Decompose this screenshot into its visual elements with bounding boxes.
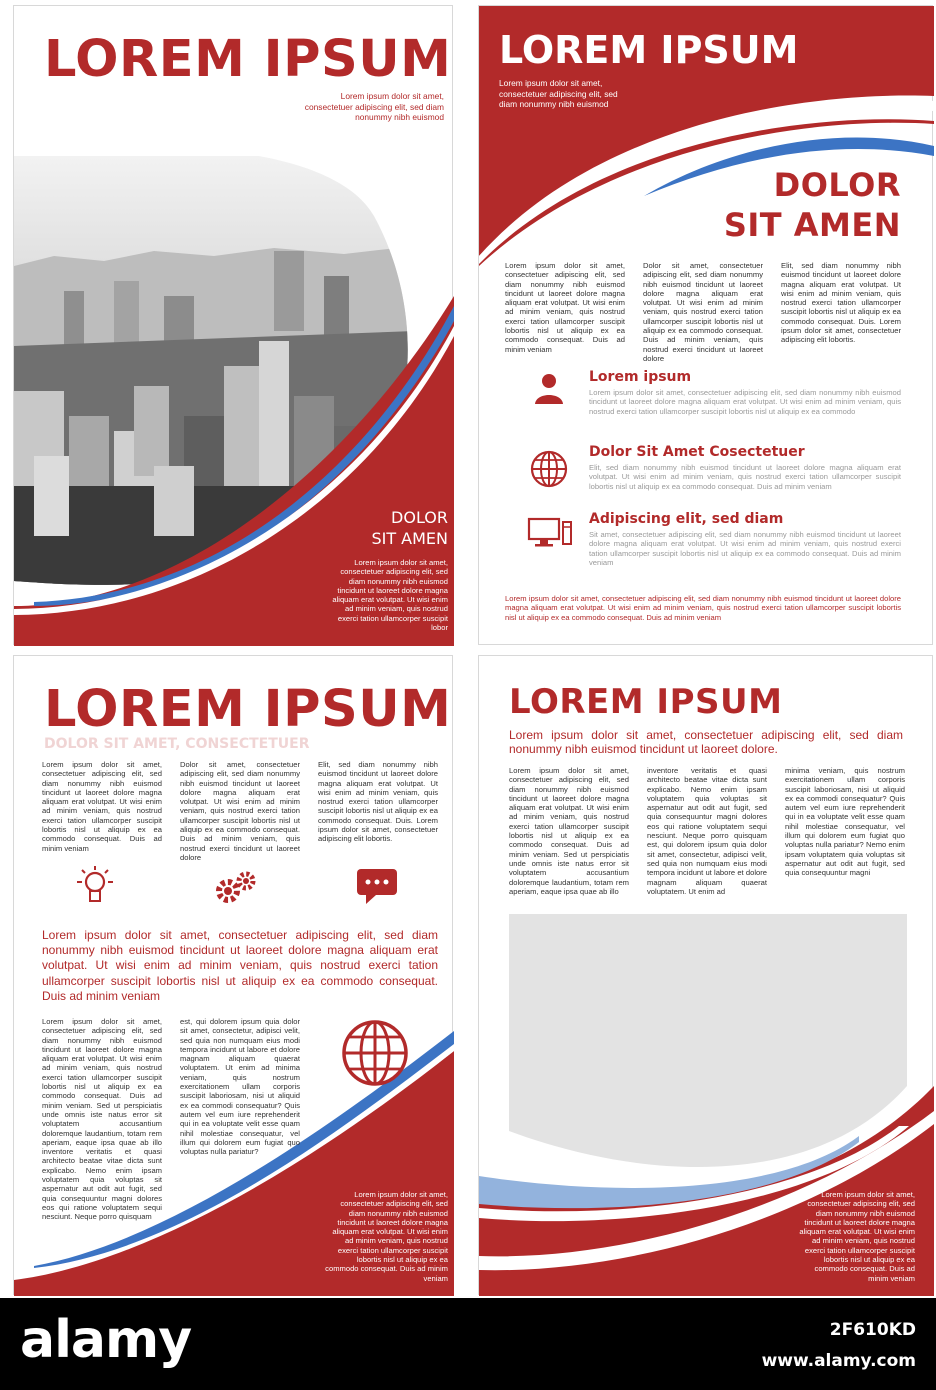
footer-text: Lorem ipsum dolor sit amet, consectetuer adipiscing elit, sed diam nonummy nibh euismod tincidunt ut laoreet dolore magna aliquam erat volutpat. Ut wisi enim ad minim veniam, quis nostrud exerci tation ullamcorper suscipit lobortis nisl ut aliquip ex ea commodo consequat. Duis ad minim veniam (505, 594, 901, 622)
text-column-3: Elit, sed diam nonummy nibh euismod tincidunt ut laoreet dolore magna aliquam erat volutpat. Ut wisi enim ad minim veniam, quis nostrud exerci tation ullamcorper suscipit lobortis nisl ut aliquip ex ea commodo consequat. Duis. Lorem ipsum dolor sit amet, consectetuer adipiscing elit lobortis. (318, 760, 438, 844)
page-title: LOREM IPSUM (44, 680, 452, 739)
brochure-page-2 (478, 5, 933, 645)
monitor-icon (527, 516, 573, 550)
intro-text: Lorem ipsum dolor sit amet, consectetuer adipiscing elit, sed diam nonummy nibh euismod (499, 78, 618, 109)
feature-text-2: Elit, sed diam nonummy nibh euismod tincidunt ut laoreet dolore magna aliquam erat volutpat. Ut wisi enim ad minim veniam, quis nostrud exerci tation ullamcorper suscipit lobortis nisl ut aliquip ex ea commodo consequat. Duis ad minim veniam (589, 463, 901, 491)
footer-text: Lorem ipsum dolor sit amet, consectetuer adipiscing elit, sed diam nonummy nibh euismod tincidunt ut laoreet dolore magna aliquam erat volutpat. Ut wisi enim ad minim veniam, quis nostrud exerci tation ullamcorper suscipit lobortis nisl ut aliquip ex ea commodo consequat. Duis ad minim veniam (325, 1190, 448, 1283)
text-column-3: Elit, sed diam nonummy nibh euismod tincidunt ut laoreet dolore magna aliquam erat volutpat. Ut wisi enim ad minim veniam, quis nostrud exerci tation ullamcorper suscipit lobortis nisl ut aliquip ex ea commodo consequat. Duis. Lorem ipsum dolor sit amet, consectetuer adipiscing elit lobortis. (781, 261, 901, 345)
brochure-page-4 (478, 655, 933, 1295)
lower-text-column-1: Lorem ipsum dolor sit amet, consectetuer adipiscing elit, sed diam nonummy nibh euismod tincidunt ut laoreet dolore magna aliquam erat volutpat. Ut wisi enim ad minim veniam, quis nostrud exerci tation ullamcorper suscipit lobortis nisl ut aliquip ex ea commodo consequat. Duis ad minim veniam. Sed ut perspiciatis unde omnis iste natus error sit voluptatem accusantium doloremque laudantium, totam rem aperiam, eaque ipsa quae ab illo inventore veritatis et quasi architecto beatae vitae dicta sunt explicabo. Nemo enim ipsam voluptatem quia voluptas sit aspernatur aut odit aut fugit, sed quia consequuntur magni dolores eos qui ratione voluptatem sequi nesciunt. Neque porro quisquam (42, 1017, 162, 1222)
text-column-3: minima veniam, quis nostrum exercitationem ullam corporis suscipit laboriosam, nisi ut aliquid ex ea commodi consequatur? Quis autem vel eum iure reprehenderit qui in ea voluptate velit esse quam nihil molestiae consequatur, vel illum qui dolorem eum fugiat quo voluptas nulla pariatur? Nemo enim ipsam voluptatem quia voluptas sit aspernatur aut odit aut fugit, sed quia consequuntur magni (785, 766, 905, 878)
feature-text-3: Sit amet, consectetuer adipiscing elit, sed diam nonummy nibh euismod tincidunt ut laoreet dolore magna aliquam erat volutpat. Ut wisi enim ad minim veniam, quis nostrud exerci tation ullamcorper suscipit lobortis nisl ut aliquip ex ea commodo consequat. Duis ad minim veniam (589, 530, 901, 567)
headline-line-2: SIT AMEN (723, 206, 901, 244)
person-icon (531, 370, 567, 406)
text-column-1: Lorem ipsum dolor sit amet, consectetuer adipiscing elit, sed diam nonummy nibh euismod tincidunt ut laoreet dolore magna aliquam erat volutpat. Ut wisi enim ad minim veniam, quis nostrud exerci tation ullamcorper suscipit lobortis nisl ut aliquip ex ea commodo consequat. Duis ad minim veniam. Sed ut perspiciatis unde omnis iste natus error sit voluptatem accusantium doloremque laudantium, totam rem aperiam, eaque ipsa quae ab illo (509, 766, 629, 896)
feature-title-2: Dolor Sit Amet Cosectetuer (589, 444, 805, 460)
page-title: LOREM IPSUM (44, 30, 452, 89)
text-column-2: Dolor sit amet, consectetuer adipiscing elit, sed diam nonummy nibh euismod tincidunt ut laoreet dolore magna aliquam erat volutpat. Ut wisi enim ad minim veniam, quis nostrud exerci tation ullamcorper suscipit lobortis nisl ut aliquip ex ea commodo consequat. Duis ad minim veniam, quis nostrud exerci tincidunt ut laoreet dolore (643, 261, 763, 363)
feature-title-3: Adipiscing elit, sed diam (589, 511, 784, 527)
intro-text: Lorem ipsum dolor sit amet, consectetuer adipiscing elit, sed diam nonummy nibh euismod tincidunt ut laoreet dolore. (509, 728, 903, 757)
alamy-logo: alamy (20, 1310, 192, 1370)
text-column-2: inventore veritatis et quasi architecto beatae vitae dicta sunt explicabo. Nemo enim ipsam voluptatem quia voluptas sit aspernatur aut odit aut fugit, sed quia consequuntur magni dolores eos qui ratione voluptatem sequi nesciunt. Neque porro quisquam est, qui dolorem ipsum quia dolor sit amet, consectetur, adipisci velit, sed quia non numquam eius modi tempora incidunt ut labore et dolore magnam aliquam quaerat voluptatem. Ut enim ad (647, 766, 767, 896)
globe-icon (340, 1018, 410, 1088)
watermark-footer (0, 1298, 936, 1390)
text-column-2: Dolor sit amet, consectetuer adipiscing elit, sed diam nonummy nibh euismod tincidunt ut laoreet dolore magna aliquam erat volutpat. Ut wisi enim ad minim veniam, quis nostrud exerci tation ullamcorper suscipit lobortis nisl ut aliquip ex ea commodo consequat. Duis ad minim veniam, quis nostrud exerci tincidunt ut laoreet dolore (180, 760, 300, 862)
quote-text: Lorem ipsum dolor sit amet, consectetuer adipiscing elit, sed diam nonummy nibh euismod tincidunt ut laoreet dolore magna aliquam erat volutpat. Ut wisi enim ad minim veniam, quis nostrud exerci tation ullamcorper suscipit lobortis nisl ut aliquip ex ea commodo consequat. Duis ad minim veniam (42, 928, 438, 1003)
brochure-page-3 (13, 655, 453, 1295)
brochure-page-1 (13, 5, 453, 645)
footer-text: Lorem ipsum dolor sit amet, consectetuer adipiscing elit, sed diam nonummy nibh euismod tincidunt ut laoreet dolore magna aliquam erat volutpat. Ut wisi enim ad minim veniam, quis nostrud exerci tation ullamcorper suscipit lobortis nisl ut aliquip ex ea commodo consequat. Duis ad minim veniam (799, 1190, 915, 1283)
headline-line-2: SIT AMEN (371, 529, 448, 548)
feature-text-1: Lorem ipsum dolor sit amet, consectetuer adipiscing elit, sed diam nonummy nibh euismod tincidunt ut laoreet dolore magna aliquam erat volutpat. Ut wisi enim ad minim veniam, quis nostrud exerci tation ullamcorper suscipit lobortis nisl ut aliquip ex ea commodo (589, 388, 901, 416)
image-id: 2F610KD (829, 1320, 916, 1340)
headline-line-1: DOLOR (773, 166, 901, 204)
text-column-1: Lorem ipsum dolor sit amet, consectetuer adipiscing elit, sed diam nonummy nibh euismod tincidunt ut laoreet dolore magna aliquam erat volutpat. Ut wisi enim ad minim veniam, quis nostrud exerci tation ullamcorper suscipit lobortis nisl ut aliquip ex ea commodo consequat. Duis ad minim veniam (505, 261, 625, 354)
globe-icon (529, 449, 569, 489)
site-url: www.alamy.com (761, 1351, 916, 1371)
headline-line-1: DOLOR (391, 508, 448, 527)
feature-title-1: Lorem ipsum (589, 369, 692, 385)
page-subtitle: DOLOR SIT AMET, CONSECTETUER (44, 736, 310, 752)
body-text: Lorem ipsum dolor sit amet, consectetuer adipiscing elit, sed diam nonummy nibh euismod tincidunt ut laoreet dolore magna aliquam erat volutpat. Ut wisi enim ad minim veniam, quis nostrud exerci tation ullamcorper suscipit lobor (332, 558, 448, 633)
red-wave-decoration (14, 6, 454, 646)
intro-text: Lorem ipsum dolor sit amet, consectetuer adipiscing elit, sed diam nonummy nibh euismod (304, 91, 444, 122)
page-title: LOREM IPSUM (509, 682, 783, 722)
text-column-1: Lorem ipsum dolor sit amet, consectetuer adipiscing elit, sed diam nonummy nibh euismod tincidunt ut laoreet dolore magna aliquam erat volutpat. Ut wisi enim ad minim veniam, quis nostrud exerci tation ullamcorper suscipit lobortis nisl ut aliquip ex ea commodo consequat. Duis ad minim veniam (42, 760, 162, 853)
lower-text-column-2: est, qui dolorem ipsum quia dolor sit amet, consectetur, adipisci velit, sed quia non numquam eius modi tempora incidunt ut labore et dolore magnam aliquam quaerat voluptatem. Ut enim ad minima veniam, quis nostrum exercitationem ullam corporis suscipit laboriosam, nisi ut aliquid ex ea commodi consequatur? Quis autem vel eum iure reprehenderit qui in ea voluptate velit esse quam nihil molestiae consequatur, vel illum qui dolorem eum fugiat quo voluptas nulla pariatur? (180, 1017, 300, 1157)
page-title: LOREM IPSUM (499, 28, 799, 72)
